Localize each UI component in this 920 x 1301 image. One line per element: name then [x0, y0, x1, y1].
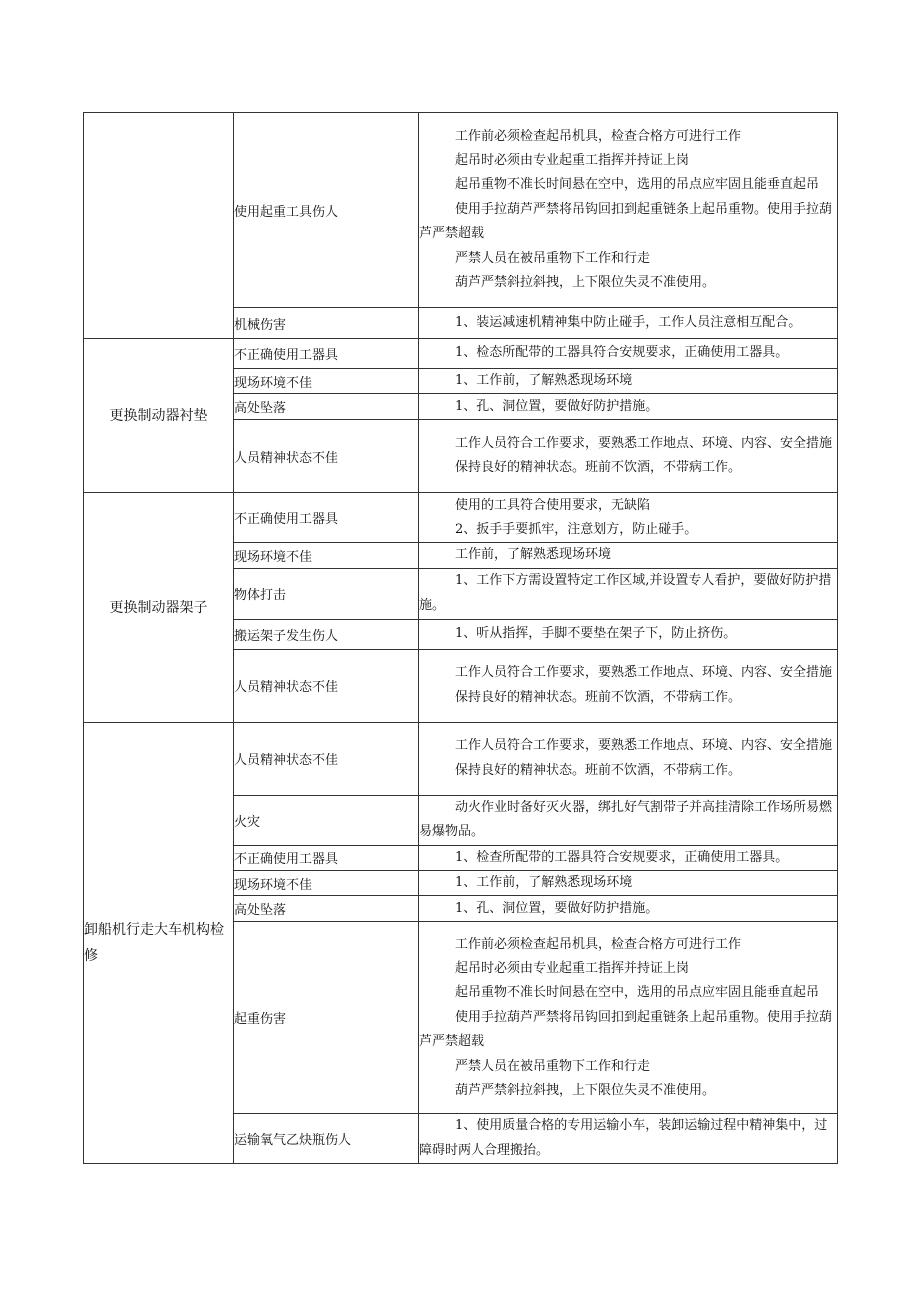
measure-line: 保持良好的精神状态。班前不饮酒，不带病工作。 — [455, 689, 742, 705]
measures-cell — [419, 649, 838, 722]
measures-cell — [419, 795, 838, 845]
hazard-cell: 人员精神状态不佳 — [234, 722, 419, 795]
measure-line: 1、工作前，了解熟悉现场环境 — [455, 875, 633, 891]
measure-line: 1、孔、洞位置，要做好防护措施。 — [455, 900, 659, 916]
measures-cell — [419, 420, 838, 493]
measure-line: 工作前必须检查起吊机具，检查合格方可进行工作 — [455, 936, 742, 952]
measure-line: 1、工作下方需设置特定工作区域,并设置专人看护，要做好防护措施。 — [419, 573, 832, 613]
measures-cell — [419, 922, 838, 1114]
measure-line: 严禁人员在被吊重物下工作和行走 — [455, 1058, 651, 1074]
measure-line: 2、扳手手要抓牢，注意划方，防止碰手。 — [455, 521, 698, 537]
task-name-cell: 更换制动器衬垫 — [84, 339, 234, 493]
measure-line: 工作人员符合工作要求，要熟悉工作地点、环境、内容、安全措施 — [455, 665, 833, 681]
measure-line: 起吊重物不准长时间悬在空中，选用的吊点应牢固且能垂直起吊 — [455, 985, 820, 1001]
table-row — [84, 339, 838, 369]
task-name-cell: 更换制动器架子 — [84, 493, 234, 722]
task-name-cell — [84, 113, 234, 339]
hazard-cell: 人员精神状态不佳 — [234, 420, 419, 493]
hazard-cell: 人员精神状态不佳 — [234, 649, 419, 722]
measure-line: 葫芦严禁斜拉斜拽，上下限位失灵不准使用。 — [455, 275, 716, 291]
measures-cell — [419, 339, 838, 369]
hazard-cell: 现场环境不佳 — [234, 871, 419, 896]
hazard-cell: 起重伤害 — [234, 922, 419, 1114]
measure-line: 工作前，了解熟悉现场环境 — [455, 547, 612, 563]
measure-line: 保持良好的精神状态。班前不饮酒，不带病工作。 — [455, 460, 742, 476]
measures-cell — [419, 543, 838, 568]
hazard-cell: 运输氧气乙炔瓶伤人 — [234, 1114, 419, 1164]
measure-line: 起吊重物不准长时间悬在空中，选用的吊点应牢固且能垂直起吊 — [455, 177, 820, 193]
measures-cell — [419, 493, 838, 543]
measure-line: 工作人员符合工作要求，要熟悉工作地点、环境、内容、安全措施 — [455, 436, 833, 451]
measure-line: 动火作业时备好灭火器，绑扎好气割带子并高挂清除工作场所易燃易爆物品。 — [419, 799, 833, 840]
task-name-cell: 卸船机行走大车机构检修 — [84, 722, 234, 1163]
hazard-cell: 火灾 — [234, 795, 419, 845]
table-body — [84, 113, 838, 1164]
measures-cell — [419, 308, 838, 339]
measure-line: 工作人员符合工作要求，要熟悉工作地点、环境、内容、安全措施 — [455, 738, 833, 754]
measures-cell — [419, 369, 838, 394]
measure-line: 1、使用质量合格的专用运输小车，装卸运输过程中精神集中，过障碍时两人合理搬抬。 — [419, 1118, 828, 1158]
measure-line: 严禁人员在被吊重物下工作和行走 — [455, 250, 651, 266]
measure-line: 1、检态所配带的工器具符合安规要求，正确使用工器具。 — [455, 345, 789, 361]
hazard-cell: 不正确使用工器具 — [234, 845, 419, 870]
hazard-cell: 现场环境不佳 — [234, 369, 419, 394]
hazard-cell: 现场环境不佳 — [234, 543, 419, 568]
measure-line: 工作前必须检查起吊机具，检查合格方可进行工作 — [455, 128, 742, 144]
measure-line: 葫芦严禁斜拉斜拽，上下限位失灵不准使用。 — [455, 1082, 716, 1098]
table-row — [84, 493, 838, 543]
hazard-cell: 使用起重工具伤人 — [234, 113, 419, 308]
measures-cell — [419, 722, 838, 795]
hazard-cell: 不正确使用工器具 — [234, 493, 419, 543]
measures-cell — [419, 1114, 838, 1164]
measure-line: 使用手拉葫芦严禁将吊钩回扣到起重链条上起吊重物。使用手拉葫芦严禁超载 — [419, 201, 833, 242]
hazard-cell: 高处坠落 — [234, 394, 419, 420]
measure-line: 1、装运减速机精神集中防止碰手，工作人员注意相互配合。 — [455, 314, 802, 330]
measures-cell — [419, 845, 838, 870]
measure-line: 1、检查所配带的工器具符合安规要求，正确使用工器具。 — [455, 849, 789, 865]
measure-line: 起吊时必须由专业起重工指挥并持证上岗 — [455, 152, 690, 168]
hazard-cell: 机械伤害 — [234, 308, 419, 339]
measure-line: 1、听从指挥，手脚不要垫在架子下，防止挤伤。 — [455, 626, 737, 642]
measure-line: 使用手拉葫芦严禁将吊钩回扣到起重链条上起吊重物。使用手拉葫芦严禁超载 — [419, 1009, 833, 1050]
measure-line: 保持良好的精神状态。班前不饮酒，不带病工作。 — [455, 762, 742, 778]
measure-line: 起吊时必须由专业起重工指挥并持证上岗 — [455, 960, 690, 976]
table-row — [84, 113, 838, 308]
measures-cell — [419, 619, 838, 649]
hazard-cell: 不正确使用工器具 — [234, 339, 419, 369]
measures-cell — [419, 896, 838, 922]
hazard-cell: 搬运架子发生伤人 — [234, 619, 419, 649]
measures-cell — [419, 871, 838, 896]
table-row — [84, 722, 838, 795]
measures-cell — [419, 113, 838, 308]
measures-cell — [419, 394, 838, 420]
hazard-cell: 物体打击 — [234, 568, 419, 619]
measure-line: 使用的工具符合使用要求，无缺陷 — [455, 497, 651, 513]
risk-measures-table — [83, 112, 838, 1164]
measures-cell — [419, 568, 838, 619]
hazard-cell: 高处坠落 — [234, 896, 419, 922]
measure-line: 1、工作前，了解熟悉现场环境 — [455, 373, 633, 388]
measure-line: 1、孔、洞位置，要做好防护措施。 — [455, 398, 659, 414]
